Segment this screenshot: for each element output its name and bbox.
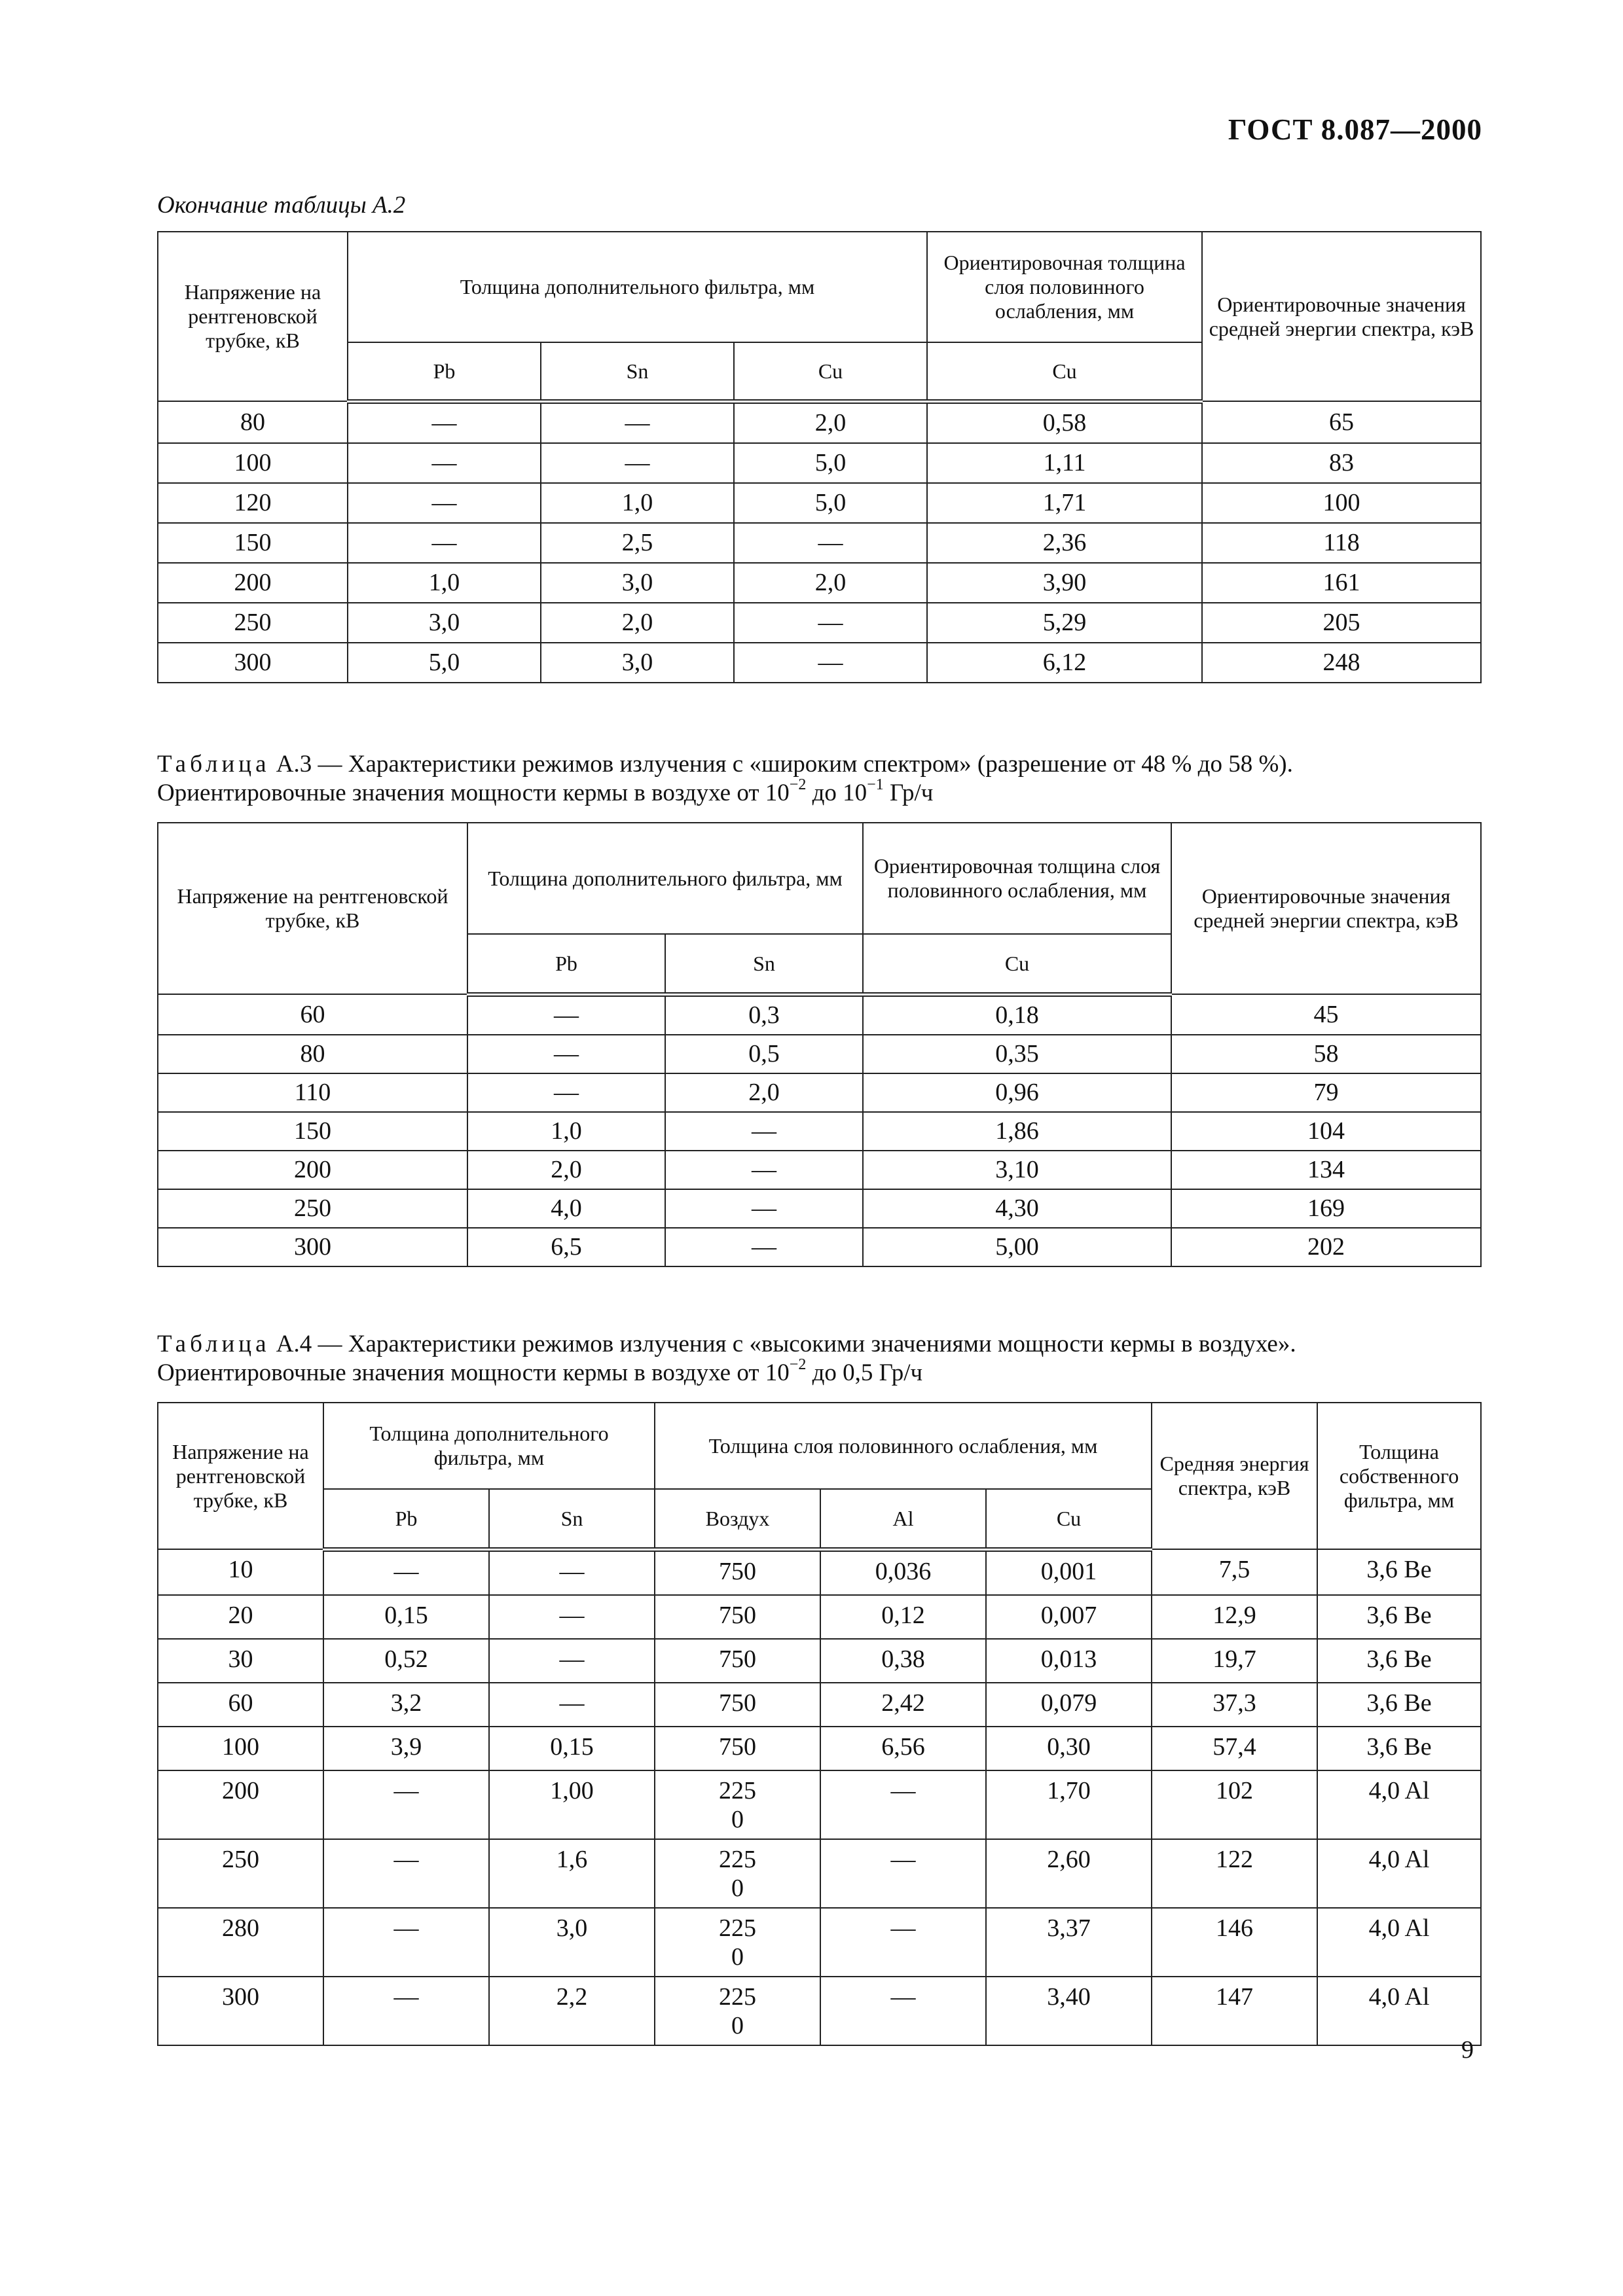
table-cell: 20 — [158, 1595, 323, 1639]
table-cell: 80 — [158, 401, 348, 443]
table-cell: 65 — [1202, 401, 1481, 443]
table-row — [158, 1727, 1481, 1770]
table-cell: 4,0 Al — [1317, 1770, 1481, 1839]
header-air: Воздух — [655, 1489, 820, 1549]
table-cell: 37,3 — [1152, 1683, 1317, 1727]
table-a3-exp1: −2 — [789, 776, 807, 793]
table-cell: 0,001 — [986, 1549, 1152, 1595]
table-row — [158, 1189, 1481, 1228]
table-cell: 750 — [655, 1683, 820, 1727]
table-cell: — — [489, 1639, 655, 1683]
table-cell: 0,58 — [927, 401, 1202, 443]
table-cell: 3,0 — [541, 563, 734, 603]
table-cell: 2,0 — [734, 563, 927, 603]
table-cell: 200 — [158, 1151, 467, 1189]
table-a3-title-mid: до 10 — [806, 780, 867, 806]
table-cell: 2,42 — [820, 1683, 986, 1727]
page-number: 9 — [1461, 2036, 1474, 2064]
table-cell: 60 — [158, 994, 467, 1035]
table-row — [158, 1549, 1481, 1595]
table-cell: 57,4 — [1152, 1727, 1317, 1770]
header-al: Al — [820, 1489, 986, 1549]
table-cell: 750 — [655, 1549, 820, 1595]
table-a4-title-text: А.4 — Характеристики режимов излучения с «высокими значениями мощности кермы в воздухе». Ориентировочные значения мощности кермы в воздухе от 10 — [157, 1331, 1296, 1386]
table-cell: 1,11 — [927, 443, 1202, 483]
table-row — [158, 1683, 1481, 1727]
header-energy: Ориентировочные значения средней энергии спектра, кэВ — [1202, 232, 1481, 401]
table-cell: 4,0 Al — [1317, 1839, 1481, 1908]
table-cell: — — [734, 603, 927, 643]
table-cell: 3,6 Be — [1317, 1727, 1481, 1770]
table-cell: 3,0 — [348, 603, 541, 643]
table-cell: 80 — [158, 1035, 467, 1073]
table-row — [158, 443, 1481, 483]
table-cell: 4,0 Al — [1317, 1977, 1481, 2045]
table-cell: 30 — [158, 1639, 323, 1683]
table-cell: 3,10 — [863, 1151, 1171, 1189]
table-cell: 3,2 — [323, 1683, 489, 1727]
table-cell: 19,7 — [1152, 1639, 1317, 1683]
header-energy: Средняя энергия спектра, кэВ — [1152, 1403, 1317, 1549]
table-row — [158, 603, 1481, 643]
table-cell: 2,2 — [489, 1977, 655, 2045]
header-sn: Sn — [541, 342, 734, 401]
table-cell: 169 — [1171, 1189, 1481, 1228]
table-row — [158, 1035, 1481, 1073]
table-cell: — — [665, 1228, 863, 1266]
table-cell: 147 — [1152, 1977, 1317, 2045]
table-cell: 3,90 — [927, 563, 1202, 603]
header-sn: Sn — [489, 1489, 655, 1549]
table-row — [158, 1839, 1481, 1908]
table-cell: 225 0 — [655, 1908, 820, 1977]
table-cell: 1,0 — [467, 1112, 665, 1151]
table-cell: 0,35 — [863, 1035, 1171, 1073]
table-row — [158, 1977, 1481, 2045]
table-row — [158, 1073, 1481, 1112]
table-cell: 1,86 — [863, 1112, 1171, 1151]
table-cell: 2,60 — [986, 1839, 1152, 1908]
table-cell: 5,00 — [863, 1228, 1171, 1266]
standard-code: ГОСТ 8.087—2000 — [1228, 113, 1482, 146]
table-row — [158, 1770, 1481, 1839]
table-cell: 150 — [158, 1112, 467, 1151]
table-cell: 0,96 — [863, 1073, 1171, 1112]
header-filter: Толщина дополнительного фильтра, мм — [348, 232, 927, 342]
table-cell: 1,6 — [489, 1839, 655, 1908]
table-cell: 3,37 — [986, 1908, 1152, 1977]
table-cell: — — [323, 1977, 489, 2045]
table-a4 — [157, 1402, 1482, 2046]
header-pb: Pb — [348, 342, 541, 401]
table-cell: 2,0 — [541, 603, 734, 643]
table-cell: 3,6 Be — [1317, 1639, 1481, 1683]
table-cell: 0,3 — [665, 994, 863, 1035]
table-cell: 225 0 — [655, 1977, 820, 2045]
table-row — [158, 1112, 1481, 1151]
header-pb: Pb — [467, 934, 665, 994]
table-row — [158, 1639, 1481, 1683]
table-cell: 0,52 — [323, 1639, 489, 1683]
table-cell: — — [489, 1683, 655, 1727]
table-cell: 750 — [655, 1727, 820, 1770]
table-cell: — — [734, 523, 927, 563]
table-cell: 3,6 Be — [1317, 1549, 1481, 1595]
table-cell: 0,036 — [820, 1549, 986, 1595]
table-cell: 7,5 — [1152, 1549, 1317, 1595]
table-cell: — — [541, 443, 734, 483]
header-filter: Толщина дополнительного фильтра, мм — [323, 1403, 655, 1489]
table-cell: 104 — [1171, 1112, 1481, 1151]
header-voltage: Напряжение на рентгеновской трубке, кВ — [158, 1403, 323, 1549]
table-cell: 120 — [158, 483, 348, 523]
table-cell: — — [348, 401, 541, 443]
table-cell: 12,9 — [1152, 1595, 1317, 1639]
table-cell: 6,5 — [467, 1228, 665, 1266]
table-cell: — — [820, 1977, 986, 2045]
table-cell: 2,0 — [665, 1073, 863, 1112]
table-cell: 0,013 — [986, 1639, 1152, 1683]
table-cell: 4,30 — [863, 1189, 1171, 1228]
table-cell: 205 — [1202, 603, 1481, 643]
table-cell: — — [665, 1151, 863, 1189]
table-cell: — — [820, 1908, 986, 1977]
table-cell: 1,70 — [986, 1770, 1152, 1839]
header-hvl-cu: Cu — [927, 342, 1202, 401]
header-hvl: Ориентировочная толщина слоя половинного ослабления, мм — [927, 232, 1202, 342]
table-row — [158, 1151, 1481, 1189]
header-voltage: Напряжение на рентгеновской трубке, кВ — [158, 232, 348, 401]
table-cell: 6,56 — [820, 1727, 986, 1770]
table-cell: 79 — [1171, 1073, 1481, 1112]
table-cell: 3,6 Be — [1317, 1595, 1481, 1639]
table-cell: — — [541, 401, 734, 443]
table-row — [158, 994, 1481, 1035]
table-cell: 0,30 — [986, 1727, 1152, 1770]
table-cell: 200 — [158, 563, 348, 603]
table-cell: 1,0 — [348, 563, 541, 603]
table-cell: 0,18 — [863, 994, 1171, 1035]
table-cell: 146 — [1152, 1908, 1317, 1977]
table-cell: 250 — [158, 1189, 467, 1228]
table-cell: 3,40 — [986, 1977, 1152, 2045]
table-cell: 750 — [655, 1595, 820, 1639]
table-cell: 161 — [1202, 563, 1481, 603]
table-cell: 45 — [1171, 994, 1481, 1035]
table-cell: 0,079 — [986, 1683, 1152, 1727]
table-row — [158, 643, 1481, 683]
table-row — [158, 1595, 1481, 1639]
header-sn: Sn — [665, 934, 863, 994]
table-cell: — — [467, 994, 665, 1035]
table-cell: 58 — [1171, 1035, 1481, 1073]
table-cell: 202 — [1171, 1228, 1481, 1266]
table-cell: — — [348, 483, 541, 523]
table-cell: 102 — [1152, 1770, 1317, 1839]
table-cell: 83 — [1202, 443, 1481, 483]
table-cell: 2,0 — [734, 401, 927, 443]
table-a4-title — [157, 1330, 1486, 1388]
header-pb: Pb — [323, 1489, 489, 1549]
table-cell: 300 — [158, 1977, 323, 2045]
table-cell: 100 — [1202, 483, 1481, 523]
table-cell: 3,9 — [323, 1727, 489, 1770]
table-cell: 10 — [158, 1549, 323, 1595]
table-row — [158, 1908, 1481, 1977]
table-cell: 3,0 — [541, 643, 734, 683]
table-row — [158, 483, 1481, 523]
table-cell: — — [467, 1073, 665, 1112]
table-cell: 150 — [158, 523, 348, 563]
table-a3-label: Таблица — [157, 751, 270, 778]
table-cell: 122 — [1152, 1839, 1317, 1908]
table-cell: — — [665, 1112, 863, 1151]
table-cell: — — [323, 1908, 489, 1977]
table-a2 — [157, 231, 1482, 683]
table-cell: 3,6 Be — [1317, 1683, 1481, 1727]
table-cell: — — [467, 1035, 665, 1073]
table-cell: 5,0 — [348, 643, 541, 683]
table-cell: 225 0 — [655, 1770, 820, 1839]
table-cell: — — [323, 1839, 489, 1908]
table-cell: 250 — [158, 1839, 323, 1908]
table-cell: 0,38 — [820, 1639, 986, 1683]
table-a2-caption: Окончание таблицы А.2 — [157, 192, 406, 219]
table-a3-title-unit: Гр/ч — [883, 780, 934, 806]
table-a3 — [157, 822, 1482, 1267]
table-cell: 200 — [158, 1770, 323, 1839]
table-a3-exp2: −1 — [867, 776, 884, 793]
table-cell: 0,007 — [986, 1595, 1152, 1639]
table-cell: 118 — [1202, 523, 1481, 563]
table-cell: 134 — [1171, 1151, 1481, 1189]
header-inherent-filter: Толщина собственного фильтра, мм — [1317, 1403, 1481, 1549]
table-cell: 5,29 — [927, 603, 1202, 643]
table-a3-title-text: А.3 — Характеристики режимов излучения с «широким спектром» (разрешение от 48 % до 58 %). Ориентировочные значения мощности кермы в воздухе от 10 — [157, 751, 1293, 806]
table-row — [158, 563, 1481, 603]
table-cell: — — [734, 643, 927, 683]
table-cell: 1,00 — [489, 1770, 655, 1839]
table-cell: 4,0 — [467, 1189, 665, 1228]
table-cell: 300 — [158, 1228, 467, 1266]
table-a3-title — [157, 750, 1486, 808]
header-hvl: Ориентировочная толщина слоя половинного ослабления, мм — [863, 823, 1171, 934]
table-row — [158, 1228, 1481, 1266]
table-a4-exp1: −2 — [789, 1355, 807, 1373]
header-hvl-cu: Cu — [863, 934, 1171, 994]
table-cell: 280 — [158, 1908, 323, 1977]
table-cell: 0,15 — [323, 1595, 489, 1639]
table-cell: — — [820, 1839, 986, 1908]
table-cell: 248 — [1202, 643, 1481, 683]
table-cell: 110 — [158, 1073, 467, 1112]
header-cu: Cu — [734, 342, 927, 401]
table-cell: — — [665, 1189, 863, 1228]
table-cell: 1,71 — [927, 483, 1202, 523]
table-cell: — — [323, 1770, 489, 1839]
table-cell: — — [323, 1549, 489, 1595]
table-row — [158, 401, 1481, 443]
table-cell: 2,0 — [467, 1151, 665, 1189]
table-cell: 5,0 — [734, 483, 927, 523]
table-cell: — — [820, 1770, 986, 1839]
table-cell: 100 — [158, 1727, 323, 1770]
table-cell: 100 — [158, 443, 348, 483]
table-cell: 3,0 — [489, 1908, 655, 1977]
header-filter: Толщина дополнительного фильтра, мм — [467, 823, 863, 934]
header-cu: Cu — [986, 1489, 1152, 1549]
header-energy: Ориентировочные значения средней энергии спектра, кэВ — [1171, 823, 1481, 994]
table-cell: 300 — [158, 643, 348, 683]
table-cell: — — [489, 1549, 655, 1595]
table-row — [158, 523, 1481, 563]
table-cell: 2,36 — [927, 523, 1202, 563]
table-cell: 1,0 — [541, 483, 734, 523]
header-hvl: Толщина слоя половинного ослабления, мм — [655, 1403, 1152, 1489]
table-cell: 0,12 — [820, 1595, 986, 1639]
table-cell: — — [348, 443, 541, 483]
table-cell: 2,5 — [541, 523, 734, 563]
table-a4-title-unit: до 0,5 Гр/ч — [806, 1359, 923, 1386]
table-cell: 0,15 — [489, 1727, 655, 1770]
table-a4-label: Таблица — [157, 1331, 270, 1357]
header-voltage: Напряжение на рентгеновской трубке, кВ — [158, 823, 467, 994]
table-cell: 60 — [158, 1683, 323, 1727]
table-cell: 4,0 Al — [1317, 1908, 1481, 1977]
table-cell: 750 — [655, 1639, 820, 1683]
table-cell: 225 0 — [655, 1839, 820, 1908]
table-cell: 0,5 — [665, 1035, 863, 1073]
table-cell: 6,12 — [927, 643, 1202, 683]
table-cell: — — [348, 523, 541, 563]
table-cell: — — [489, 1595, 655, 1639]
table-cell: 5,0 — [734, 443, 927, 483]
table-cell: 250 — [158, 603, 348, 643]
